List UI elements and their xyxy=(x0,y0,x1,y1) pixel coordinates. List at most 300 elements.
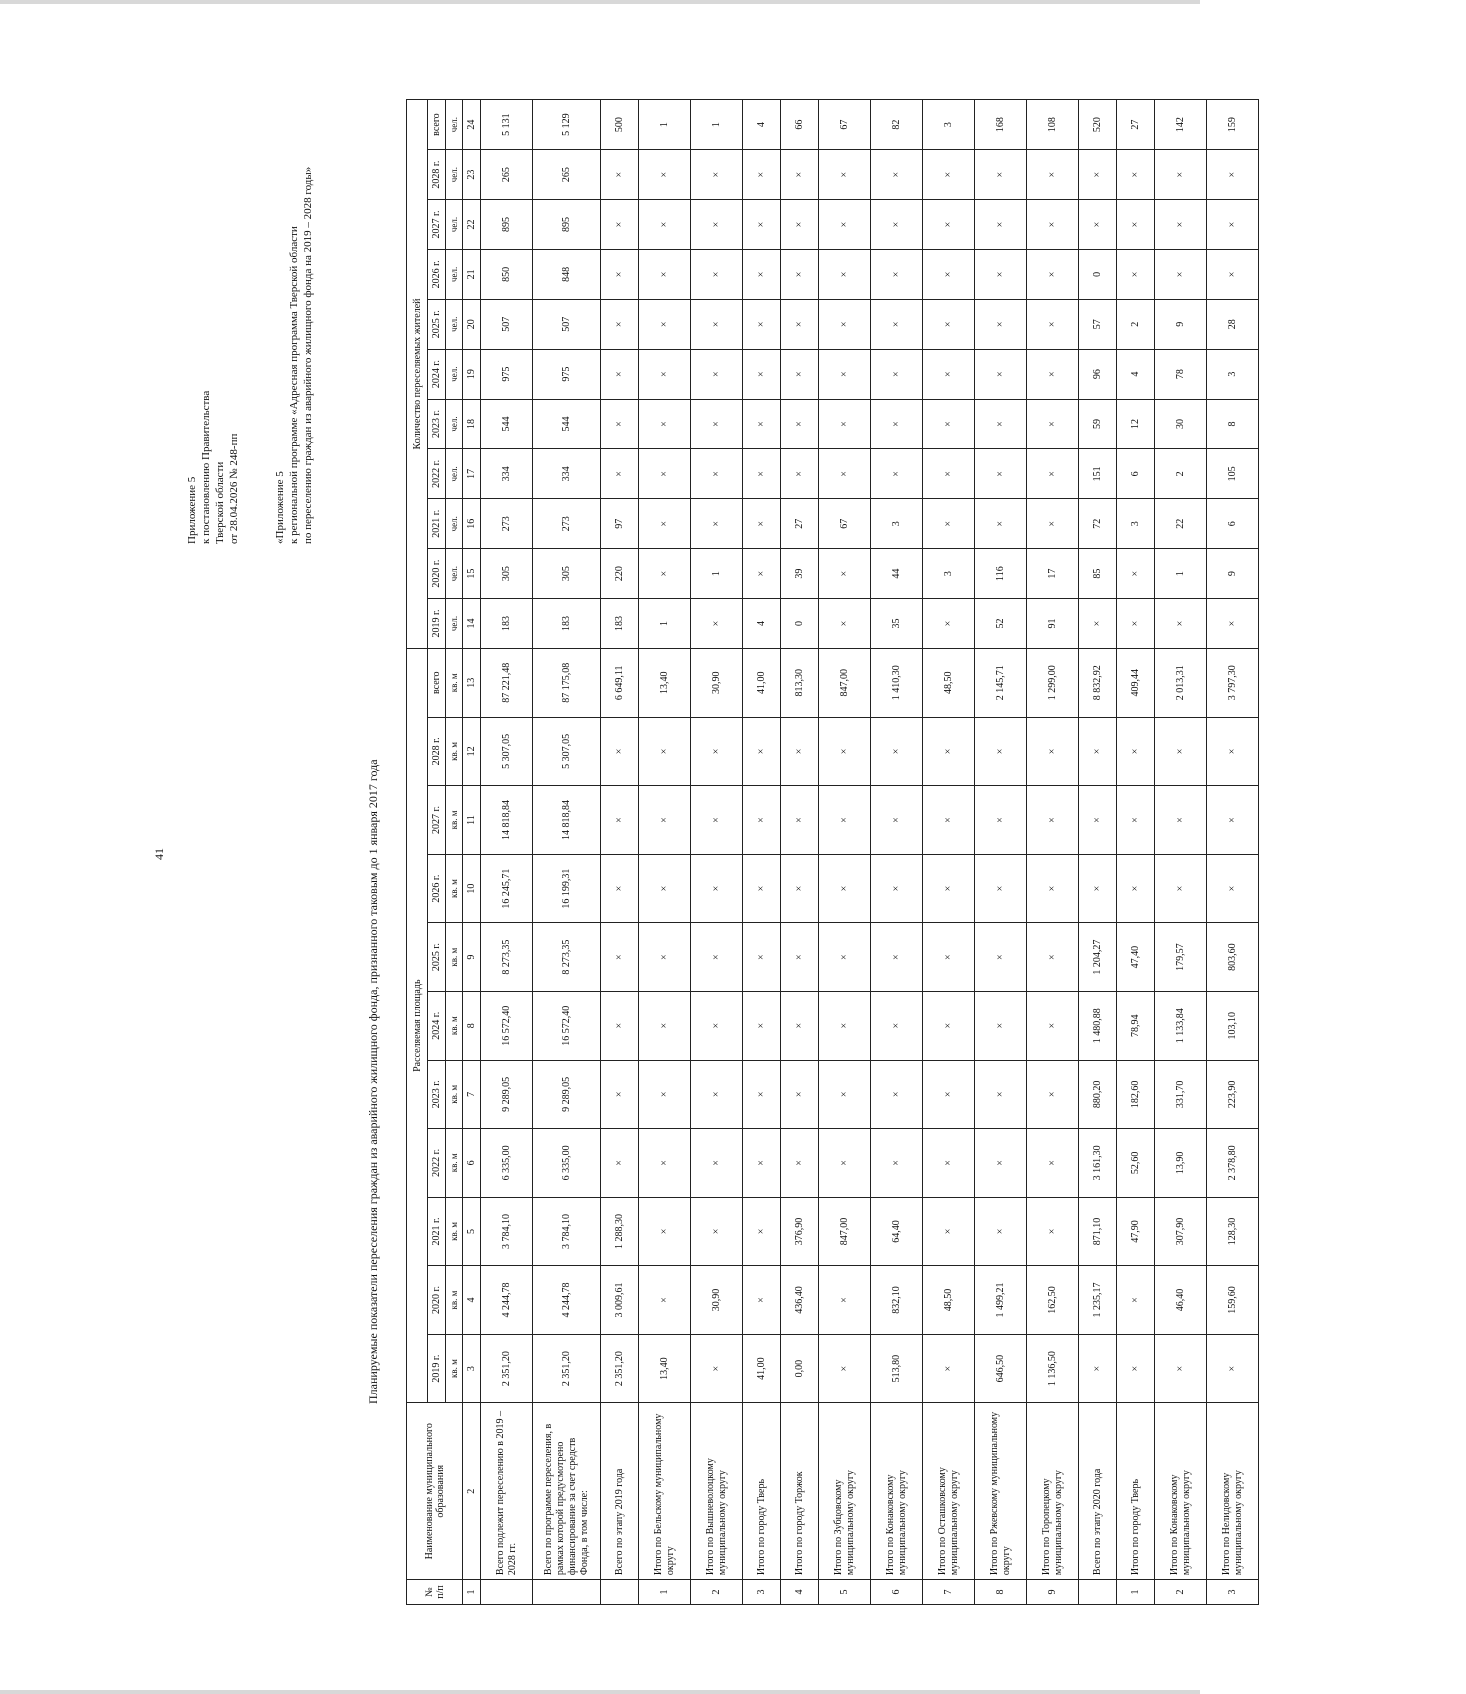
people-cell: 8 xyxy=(1207,399,1259,449)
area-cell: × xyxy=(1117,1334,1155,1403)
area-cell: × xyxy=(923,991,975,1060)
people-cell: × xyxy=(781,200,819,250)
table-row xyxy=(975,100,1027,1605)
header-col-number: 6 xyxy=(463,1129,481,1198)
table-body xyxy=(481,100,1259,1605)
people-cell: × xyxy=(975,449,1027,499)
area-cell: × xyxy=(871,1129,923,1198)
header-people-year: 2025 г. xyxy=(428,299,446,349)
header-area-year: 2023 г. xyxy=(428,1060,446,1129)
people-cell: 544 xyxy=(533,399,601,449)
area-cell: × xyxy=(781,786,819,855)
people-cell: × xyxy=(743,150,781,200)
people-cell: × xyxy=(1027,499,1079,549)
people-cell: × xyxy=(781,399,819,449)
people-cell: 97 xyxy=(601,499,639,549)
people-cell: 500 xyxy=(601,100,639,150)
people-cell: 168 xyxy=(975,100,1027,150)
row-name: Итого по Торопецкому муниципальному округу xyxy=(1027,1403,1079,1580)
people-cell: 975 xyxy=(533,349,601,399)
area-cell: × xyxy=(1117,854,1155,923)
area-cell: × xyxy=(743,1129,781,1198)
area-cell: × xyxy=(819,1266,871,1335)
area-cell: × xyxy=(1155,854,1207,923)
header-area-unit: кв. м xyxy=(446,1266,463,1335)
row-number: 3 xyxy=(743,1580,781,1605)
header-year-row xyxy=(428,100,446,1605)
area-cell: 0,00 xyxy=(781,1334,819,1403)
area-cell: 436,40 xyxy=(781,1266,819,1335)
row-number xyxy=(1079,1580,1117,1605)
table-row xyxy=(691,100,743,1605)
area-cell: 2 351,20 xyxy=(601,1334,639,1403)
area-cell: × xyxy=(691,1060,743,1129)
area-cell: 2 145,71 xyxy=(975,648,1027,717)
header-area-year: 2024 г. xyxy=(428,991,446,1060)
area-cell: 847,00 xyxy=(819,1197,871,1266)
area-cell: × xyxy=(1027,1060,1079,1129)
header-col-number: 18 xyxy=(463,399,481,449)
people-cell: × xyxy=(1027,449,1079,499)
people-cell: 507 xyxy=(481,299,533,349)
header-area-unit: кв. м xyxy=(446,1197,463,1266)
people-cell: × xyxy=(871,299,923,349)
people-cell: 4 xyxy=(743,100,781,150)
area-cell: 6 649,11 xyxy=(601,648,639,717)
row-number: 5 xyxy=(819,1580,871,1605)
area-cell: 3 784,10 xyxy=(481,1197,533,1266)
page-number: 41 xyxy=(152,848,166,860)
header-col-number: 16 xyxy=(463,499,481,549)
row-number: 4 xyxy=(781,1580,819,1605)
people-cell: 520 xyxy=(1079,100,1117,150)
people-cell: × xyxy=(819,599,871,649)
people-cell: 0 xyxy=(1079,249,1117,299)
area-cell: 16 572,40 xyxy=(533,991,601,1060)
area-cell: × xyxy=(1155,786,1207,855)
people-cell: 3 xyxy=(923,549,975,599)
area-cell: 1 410,30 xyxy=(871,648,923,717)
area-cell: × xyxy=(819,1060,871,1129)
table-row xyxy=(481,100,533,1605)
area-cell: 14 818,84 xyxy=(533,786,601,855)
row-name: Всего по этапу 2020 года xyxy=(1079,1403,1117,1580)
area-cell: 9 289,05 xyxy=(481,1060,533,1129)
area-cell: × xyxy=(639,923,691,992)
people-cell: × xyxy=(743,449,781,499)
area-cell: 41,00 xyxy=(743,648,781,717)
people-cell: × xyxy=(1117,599,1155,649)
people-cell: 159 xyxy=(1207,100,1259,150)
area-cell: × xyxy=(601,717,639,786)
people-cell: 39 xyxy=(781,549,819,599)
area-cell: 48,50 xyxy=(923,1266,975,1335)
area-cell: × xyxy=(601,786,639,855)
people-cell: 116 xyxy=(975,549,1027,599)
area-cell: × xyxy=(1207,1334,1259,1403)
people-cell: × xyxy=(1027,349,1079,399)
area-cell: × xyxy=(819,854,871,923)
people-cell: 3 xyxy=(923,100,975,150)
area-cell: × xyxy=(1117,717,1155,786)
area-cell: × xyxy=(781,991,819,1060)
area-cell: 4 244,78 xyxy=(533,1266,601,1335)
row-number: 2 xyxy=(691,1580,743,1605)
area-cell: × xyxy=(691,786,743,855)
area-cell: 1 499,21 xyxy=(975,1266,1027,1335)
area-cell: × xyxy=(1027,786,1079,855)
people-cell: 895 xyxy=(481,200,533,250)
people-cell: × xyxy=(691,449,743,499)
people-cell: 27 xyxy=(1117,100,1155,150)
people-cell: × xyxy=(1027,150,1079,200)
people-cell: 17 xyxy=(1027,549,1079,599)
area-cell: 47,90 xyxy=(1117,1197,1155,1266)
area-cell: × xyxy=(781,854,819,923)
area-cell: × xyxy=(691,1129,743,1198)
row-number: 1 xyxy=(1117,1580,1155,1605)
header-col-number: 23 xyxy=(463,150,481,200)
area-cell: 5 307,05 xyxy=(481,717,533,786)
area-cell: × xyxy=(819,991,871,1060)
area-cell: × xyxy=(975,786,1027,855)
people-cell: 507 xyxy=(533,299,601,349)
people-cell: × xyxy=(923,599,975,649)
people-cell: × xyxy=(639,299,691,349)
people-cell: × xyxy=(601,349,639,399)
area-cell: × xyxy=(743,1060,781,1129)
header-col-number: 14 xyxy=(463,599,481,649)
area-cell: × xyxy=(691,854,743,923)
area-cell: 52,60 xyxy=(1117,1129,1155,1198)
people-cell: × xyxy=(871,449,923,499)
area-cell: × xyxy=(819,786,871,855)
people-cell: 544 xyxy=(481,399,533,449)
people-cell: × xyxy=(819,150,871,200)
people-cell: × xyxy=(923,399,975,449)
people-cell: 6 xyxy=(1207,499,1259,549)
people-cell: 72 xyxy=(1079,499,1117,549)
area-cell: 162,50 xyxy=(1027,1266,1079,1335)
header-people-unit: чел. xyxy=(446,599,463,649)
header-area-year: 2027 г. xyxy=(428,786,446,855)
area-cell: × xyxy=(975,991,1027,1060)
area-cell: 813,30 xyxy=(781,648,819,717)
people-cell: 1 xyxy=(639,599,691,649)
header-area-unit: кв. м xyxy=(446,923,463,992)
appendix-header-line-3: Тверской области xyxy=(214,461,226,544)
header-area-year: 2019 г. xyxy=(428,1334,446,1403)
people-cell: × xyxy=(691,200,743,250)
scan-bottom-edge xyxy=(0,1690,1200,1694)
people-cell: × xyxy=(871,150,923,200)
table-row xyxy=(1117,100,1155,1605)
people-cell: × xyxy=(639,499,691,549)
row-number: 1 xyxy=(639,1580,691,1605)
header-area-year: 2025 г. xyxy=(428,923,446,992)
people-cell: × xyxy=(743,349,781,399)
area-cell: 5 307,05 xyxy=(533,717,601,786)
people-cell: 3 xyxy=(1117,499,1155,549)
area-cell: × xyxy=(639,1266,691,1335)
area-cell: × xyxy=(871,991,923,1060)
people-cell: 52 xyxy=(975,599,1027,649)
table-row xyxy=(601,100,639,1605)
people-cell: 183 xyxy=(601,599,639,649)
people-cell: × xyxy=(781,150,819,200)
people-cell: 3 xyxy=(1207,349,1259,399)
row-name: Итого по Вышневолоцкому муниципальному округу xyxy=(691,1403,743,1580)
header-area-unit: кв. м xyxy=(446,1334,463,1403)
people-cell: × xyxy=(1079,200,1117,250)
people-cell: 30 xyxy=(1155,399,1207,449)
people-cell: 1 xyxy=(691,549,743,599)
area-cell: × xyxy=(1027,923,1079,992)
people-cell: × xyxy=(975,249,1027,299)
people-cell: 151 xyxy=(1079,449,1117,499)
people-cell: × xyxy=(871,349,923,399)
header-area-unit: кв. м xyxy=(446,648,463,717)
table-row xyxy=(871,100,923,1605)
table-row xyxy=(743,100,781,1605)
people-cell: × xyxy=(639,200,691,250)
area-cell: 16 245,71 xyxy=(481,854,533,923)
people-cell: × xyxy=(819,399,871,449)
header-people-year: 2027 г. xyxy=(428,200,446,250)
area-cell: × xyxy=(1027,1129,1079,1198)
people-cell: 57 xyxy=(1079,299,1117,349)
table-row xyxy=(1155,100,1207,1605)
people-cell: 59 xyxy=(1079,399,1117,449)
area-cell: × xyxy=(871,717,923,786)
area-cell: 48,50 xyxy=(923,648,975,717)
row-number: 9 xyxy=(1027,1580,1079,1605)
area-cell: × xyxy=(639,854,691,923)
people-cell: × xyxy=(639,150,691,200)
people-cell: × xyxy=(819,349,871,399)
people-cell: × xyxy=(691,499,743,549)
people-cell: 67 xyxy=(819,100,871,150)
row-number xyxy=(533,1580,601,1605)
header-col-number: 17 xyxy=(463,449,481,499)
area-cell: 803,60 xyxy=(1207,923,1259,992)
people-cell: 82 xyxy=(871,100,923,150)
area-cell: × xyxy=(1155,1334,1207,1403)
table-row xyxy=(1027,100,1079,1605)
area-cell: 13,40 xyxy=(639,1334,691,1403)
header-col-number: 8 xyxy=(463,991,481,1060)
header-no: № п/п xyxy=(407,1580,463,1605)
people-cell: 220 xyxy=(601,549,639,599)
row-name: Итого по Осташковскому муниципальному округу xyxy=(923,1403,975,1580)
header-people-year: 2026 г. xyxy=(428,249,446,299)
people-cell: × xyxy=(1117,549,1155,599)
area-cell: × xyxy=(781,1129,819,1198)
area-cell: 64,40 xyxy=(871,1197,923,1266)
area-cell: × xyxy=(743,854,781,923)
area-cell: × xyxy=(743,717,781,786)
area-cell: 223,90 xyxy=(1207,1060,1259,1129)
area-cell: 1 288,30 xyxy=(601,1197,639,1266)
header-area-year: всего xyxy=(428,648,446,717)
row-name: Итого по городу Тверь xyxy=(743,1403,781,1580)
area-cell: 128,30 xyxy=(1207,1197,1259,1266)
area-cell: × xyxy=(819,717,871,786)
area-cell: × xyxy=(601,991,639,1060)
header-col-number: 20 xyxy=(463,299,481,349)
area-cell: × xyxy=(601,923,639,992)
area-cell: × xyxy=(1079,854,1117,923)
people-cell: × xyxy=(639,549,691,599)
people-cell: 9 xyxy=(1155,299,1207,349)
people-cell: × xyxy=(691,299,743,349)
area-cell: × xyxy=(1079,1334,1117,1403)
people-cell: × xyxy=(601,449,639,499)
area-cell: 3 161,30 xyxy=(1079,1129,1117,1198)
area-cell: × xyxy=(743,1197,781,1266)
area-cell: × xyxy=(975,1060,1027,1129)
row-name: Итого по городу Торжок xyxy=(781,1403,819,1580)
people-cell: × xyxy=(639,349,691,399)
area-cell: × xyxy=(819,1129,871,1198)
header-area-year: 2020 г. xyxy=(428,1266,446,1335)
people-cell: 1 xyxy=(691,100,743,150)
area-cell: × xyxy=(781,1060,819,1129)
people-cell: × xyxy=(639,449,691,499)
area-cell: 78,94 xyxy=(1117,991,1155,1060)
area-cell: 646,50 xyxy=(975,1334,1027,1403)
people-cell: × xyxy=(691,349,743,399)
appendix-header-line-2: к постановлению Правительства xyxy=(200,390,212,544)
people-cell: 108 xyxy=(1027,100,1079,150)
area-cell: 880,20 xyxy=(1079,1060,1117,1129)
area-cell: × xyxy=(1079,717,1117,786)
area-cell: × xyxy=(923,1129,975,1198)
area-cell: × xyxy=(691,1334,743,1403)
people-cell: × xyxy=(601,399,639,449)
people-cell: × xyxy=(975,200,1027,250)
people-cell: 96 xyxy=(1079,349,1117,399)
people-cell: × xyxy=(1155,249,1207,299)
people-cell: 305 xyxy=(481,549,533,599)
area-cell: × xyxy=(639,1060,691,1129)
table-row xyxy=(533,100,601,1605)
area-cell: 847,00 xyxy=(819,648,871,717)
header-area-unit: кв. м xyxy=(446,854,463,923)
resettlement-table xyxy=(406,99,1259,1605)
area-cell: × xyxy=(975,717,1027,786)
table-row xyxy=(639,100,691,1605)
header-col-number: 2 xyxy=(463,1403,481,1580)
header-col-number: 10 xyxy=(463,854,481,923)
header-people-group: Количество переселяемых жителей xyxy=(407,100,428,649)
people-cell: 265 xyxy=(533,150,601,200)
people-cell: × xyxy=(1207,200,1259,250)
area-cell: × xyxy=(1155,717,1207,786)
people-cell: 2 xyxy=(1117,299,1155,349)
people-cell: × xyxy=(1027,399,1079,449)
header-people-unit: чел. xyxy=(446,100,463,150)
people-cell: 85 xyxy=(1079,549,1117,599)
area-cell: 14 818,84 xyxy=(481,786,533,855)
people-cell: × xyxy=(781,449,819,499)
people-cell: × xyxy=(743,499,781,549)
people-cell: 4 xyxy=(743,599,781,649)
area-cell: × xyxy=(975,854,1027,923)
area-cell: 832,10 xyxy=(871,1266,923,1335)
area-cell: 6 335,00 xyxy=(533,1129,601,1198)
area-cell: × xyxy=(601,1129,639,1198)
people-cell: × xyxy=(871,249,923,299)
area-cell: 87 221,48 xyxy=(481,648,533,717)
header-people-unit: чел. xyxy=(446,399,463,449)
header-col-number: 7 xyxy=(463,1060,481,1129)
area-cell: 3 784,10 xyxy=(533,1197,601,1266)
header-col-number: 11 xyxy=(463,786,481,855)
area-cell: 46,40 xyxy=(1155,1266,1207,1335)
header-col-number: 24 xyxy=(463,100,481,150)
area-cell: 41,00 xyxy=(743,1334,781,1403)
header-col-number: 22 xyxy=(463,200,481,250)
people-cell: × xyxy=(975,399,1027,449)
area-cell: × xyxy=(975,1197,1027,1266)
people-cell: × xyxy=(601,299,639,349)
area-cell: × xyxy=(1117,786,1155,855)
area-cell: × xyxy=(1027,717,1079,786)
people-cell: × xyxy=(1027,299,1079,349)
header-area-year: 2021 г. xyxy=(428,1197,446,1266)
table-row xyxy=(781,100,819,1605)
area-cell: × xyxy=(743,991,781,1060)
area-cell: 16 199,31 xyxy=(533,854,601,923)
area-cell: 16 572,40 xyxy=(481,991,533,1060)
area-cell: × xyxy=(1027,854,1079,923)
area-cell: × xyxy=(639,991,691,1060)
people-cell: × xyxy=(743,549,781,599)
row-name: Итого по Нелидовскому муниципальному округу xyxy=(1207,1403,1259,1580)
row-number: 3 xyxy=(1207,1580,1259,1605)
area-cell: × xyxy=(639,1129,691,1198)
area-cell: × xyxy=(639,1197,691,1266)
people-cell: 273 xyxy=(533,499,601,549)
people-cell: × xyxy=(743,299,781,349)
area-cell: × xyxy=(871,923,923,992)
header-people-unit: чел. xyxy=(446,299,463,349)
people-cell: 142 xyxy=(1155,100,1207,150)
people-cell: × xyxy=(1207,150,1259,200)
people-cell: × xyxy=(923,299,975,349)
header-col-number: 13 xyxy=(463,648,481,717)
area-cell: 179,57 xyxy=(1155,923,1207,992)
area-cell: 1 133,84 xyxy=(1155,991,1207,1060)
header-area-year: 2028 г. xyxy=(428,717,446,786)
appendix-header-line-1: Приложение 5 xyxy=(186,476,198,544)
row-number: 7 xyxy=(923,1580,975,1605)
people-cell: × xyxy=(975,299,1027,349)
people-cell: × xyxy=(1027,249,1079,299)
table-row xyxy=(1207,100,1259,1605)
people-cell: 66 xyxy=(781,100,819,150)
row-number: 8 xyxy=(975,1580,1027,1605)
people-cell: × xyxy=(691,399,743,449)
people-cell: 305 xyxy=(533,549,601,599)
people-cell: 273 xyxy=(481,499,533,549)
header-col-number: 5 xyxy=(463,1197,481,1266)
area-cell: × xyxy=(871,854,923,923)
people-cell: 105 xyxy=(1207,449,1259,499)
area-cell: 8 273,35 xyxy=(481,923,533,992)
row-name: Всего по этапу 2019 года xyxy=(601,1403,639,1580)
